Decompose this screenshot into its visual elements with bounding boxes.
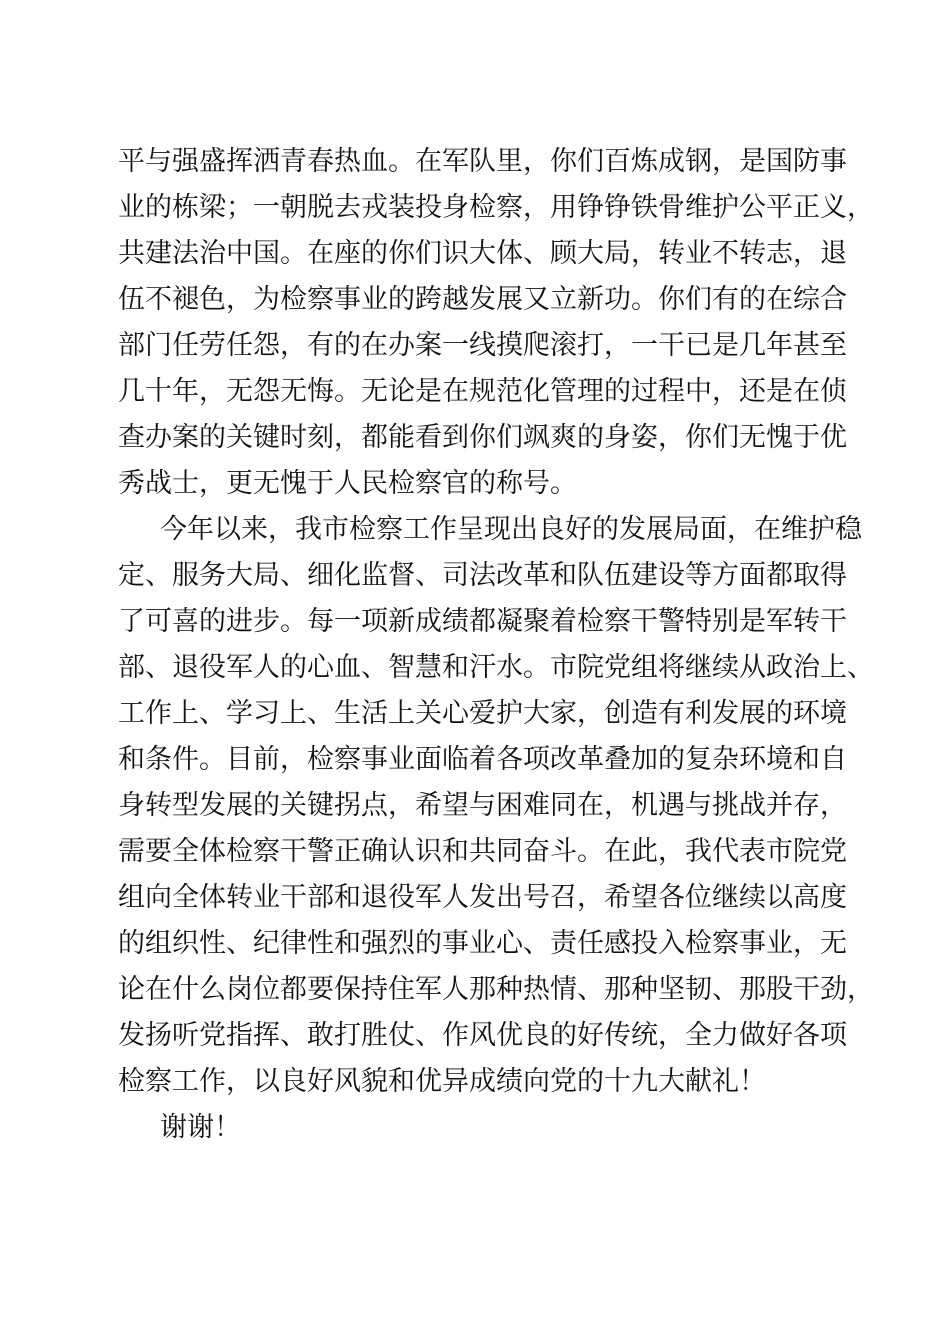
paragraph-2-line-10: 的组织性、纪律性和强烈的事业心、责任感投入检察事业，无 <box>118 928 847 959</box>
closing-text: 谢谢！ <box>160 1112 241 1143</box>
paragraph-1-line-3: 共建法治中国。在座的你们识大体、顾大局，转业不转志，退 <box>118 238 847 269</box>
paragraph-2-line-5: 工作上、学习上、生活上关心爱护大家，创造有利发展的环境 <box>118 698 847 729</box>
paragraph-2-line-9: 组向全体转业干部和退役军人发出号召，希望各位继续以高度 <box>118 882 847 913</box>
paragraph-2-line-12: 发扬听党指挥、敢打胜仗、作风优良的好传统，全力做好各项 <box>118 1020 847 1051</box>
paragraph-1-line-8: 秀战士，更无愧于人民检察官的称号。 <box>118 468 577 499</box>
paragraph-2-line-7: 身转型发展的关键拐点，希望与困难同在，机遇与挑战并存， <box>118 790 847 821</box>
paragraph-2-line-13: 检察工作，以良好风貌和优异成绩向党的十九大献礼！ <box>118 1066 766 1097</box>
paragraph-2-line-11: 论在什么岗位都要保持住军人那种热情、那种坚韧、那股干劲， <box>118 974 874 1005</box>
paragraph-1-line-5: 部门任劳任怨，有的在办案一线摸爬滚打，一干已是几年甚至 <box>118 330 847 361</box>
paragraph-2-line-4: 部、退役军人的心血、智慧和汗水。市院党组将继续从政治上、 <box>118 652 874 683</box>
paragraph-2-line-1: 今年以来，我市检察工作呈现出良好的发展局面，在维护稳 <box>160 514 862 545</box>
paragraph-2-line-3: 了可喜的进步。每一项新成绩都凝聚着检察干警特别是军转干 <box>118 606 847 637</box>
paragraph-1-line-1: 平与强盛挥洒青春热血。在军队里，你们百炼成钢，是国防事 <box>118 146 847 177</box>
paragraph-1-line-2: 业的栋梁；一朝脱去戎装投身检察，用铮铮铁骨维护公平正义， <box>118 192 874 223</box>
paragraph-1-line-7: 查办案的关键时刻，都能看到你们飒爽的身姿，你们无愧于优 <box>118 422 847 453</box>
paragraph-1-line-6: 几十年，无怨无悔。无论是在规范化管理的过程中，还是在侦 <box>118 376 847 407</box>
paragraph-1-line-4: 伍不褪色，为检察事业的跨越发展又立新功。你们有的在综合 <box>118 284 847 315</box>
paragraph-2-line-6: 和条件。目前，检察事业面临着各项改革叠加的复杂环境和自 <box>118 744 847 775</box>
paragraph-2-line-8: 需要全体检察干警正确认识和共同奋斗。在此，我代表市院党 <box>118 836 847 867</box>
paragraph-2-line-2: 定、服务大局、细化监督、司法改革和队伍建设等方面都取得 <box>118 560 847 591</box>
